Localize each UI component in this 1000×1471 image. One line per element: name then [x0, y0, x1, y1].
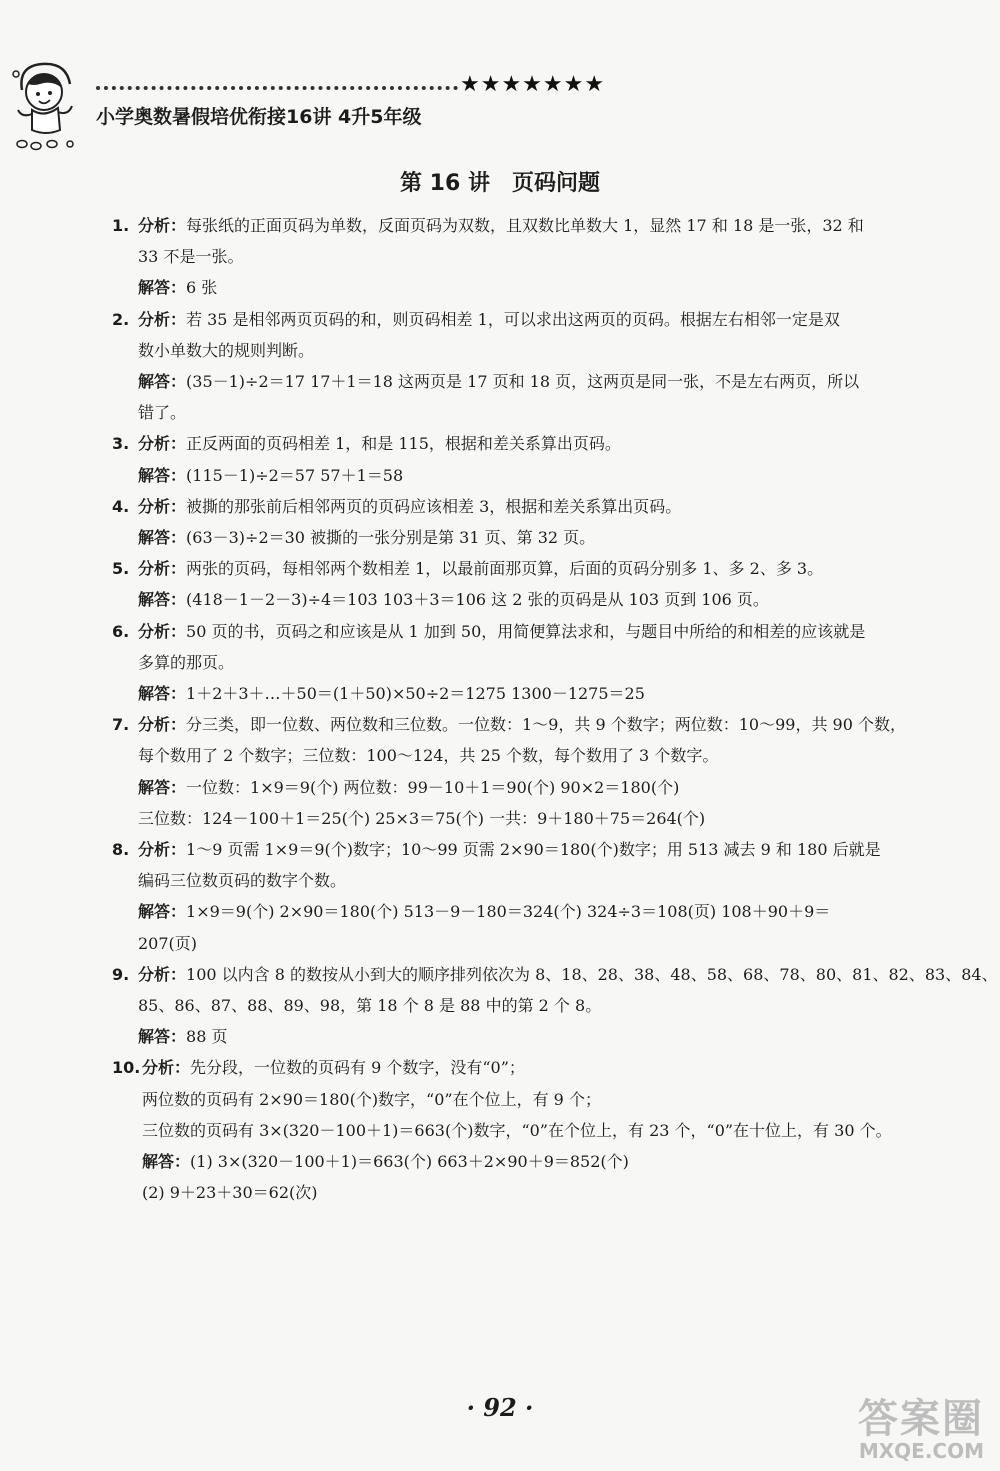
item-number: 9. [112, 964, 130, 984]
analysis-label: 分析： [138, 216, 187, 235]
answer-text: 1×9＝9(个) 2×90＝180(个) 513－9－180＝324(个) 324÷3＝108(页) 108＋90＋9＝ [186, 902, 831, 922]
item-number: 1. [112, 216, 130, 235]
analysis-line [138, 553, 902, 584]
answer-text: (1) 3×(320－100＋1)＝663(个) 663＋2×90＋9＝852(个) [190, 1152, 629, 1172]
answer-label: 解答： [138, 372, 187, 392]
answer-text: (63－3)÷2＝30 被撕的一张分别是第 31 页、第 32 页。 [186, 528, 596, 548]
answer-text: 一位数：1×9＝9(个) 两位数：99－10＋1＝90(个) 90×2＝180(个) [186, 777, 680, 797]
analysis-text: 多算的那页。 [138, 652, 235, 672]
analysis-label: 分析： [138, 840, 187, 860]
answer-label: 解答： [138, 590, 187, 610]
analysis-line [142, 1052, 902, 1083]
item-number: 2. [112, 309, 130, 329]
answer-label: 解答： [138, 777, 187, 797]
answer-label: 解答： [138, 1027, 187, 1047]
solution-item [112, 616, 902, 710]
page-number: · 92 · [466, 1393, 534, 1422]
watermark-text: 答案圈 [858, 1396, 984, 1442]
analysis-line [138, 210, 902, 241]
analysis-text: 先分段，一位数的页码有 9 个数字，没有“0”； [190, 1058, 525, 1078]
solution-item [112, 304, 902, 429]
analysis-label: 分析： [138, 715, 187, 735]
analysis-line [142, 1115, 902, 1146]
analysis-label: 分析： [138, 434, 187, 454]
answer-text: 6 张 [186, 278, 218, 298]
analysis-text: 两位数的页码有 2×90＝180(个)数字，“0”在个位上，有 9 个； [142, 1089, 601, 1109]
analysis-line [138, 241, 902, 272]
answer-label: 解答： [138, 278, 187, 298]
answer-line [138, 522, 902, 553]
answer-text: (2) 9＋23＋30＝62(次) [142, 1183, 318, 1203]
answer-text: 错了。 [138, 403, 187, 423]
analysis-text: 三位数的页码有 3×(320－100＋1)＝663(个)数字，“0”在个位上，有 23 个，“0”在十位上，有 30 个。 [142, 1120, 892, 1140]
answer-text: (418－1－2－3)÷4＝103 103＋3＝106 这 2 张的页码是从 103 页到 106 页。 [186, 590, 769, 610]
answer-line [138, 1021, 902, 1052]
page-header [8, 58, 608, 158]
solution-item [112, 1052, 902, 1208]
analysis-label: 分析： [138, 621, 187, 641]
lesson-number: 第 16 讲 [400, 171, 490, 196]
answer-label: 解答： [138, 902, 187, 922]
item-number: 4. [112, 496, 130, 516]
analysis-line [138, 959, 998, 990]
answer-label: 解答： [138, 465, 187, 485]
solution-item [112, 959, 998, 1053]
answer-text: 88 页 [186, 1027, 228, 1047]
answer-line [138, 772, 902, 803]
analysis-text: 85、86、87、88、89、98，第 18 个 8 是 88 中的第 2 个 8。 [138, 996, 602, 1016]
solutions-list [112, 210, 998, 1209]
star-rating-decoration: ★★★★★★★ [460, 72, 606, 97]
analysis-label: 分析： [138, 964, 187, 984]
analysis-text: 100 以内含 8 的数按从小到大的顺序排列依次为 8、18、28、38、48、58、68、78、80、81、82、83、84、 [186, 964, 998, 984]
answer-label: 解答： [142, 1152, 191, 1172]
analysis-text: 每个数用了 2 个数字；三位数：100～124，共 25 个数，每个数用了 3 个数字。 [138, 746, 719, 766]
analysis-line [138, 740, 902, 771]
lesson-title [0, 166, 1000, 197]
analysis-label: 分析： [138, 309, 187, 329]
lesson-topic: 页码问题 [511, 171, 600, 196]
analysis-line [142, 1084, 902, 1115]
answer-line [142, 1177, 902, 1208]
analysis-text: 33 不是一张。 [138, 247, 244, 267]
answer-label: 解答： [138, 528, 187, 548]
watermark-url: MXQE.COM [858, 1439, 984, 1463]
answer-text: 1＋2＋3＋…＋50＝(1＋50)×50÷2＝1275 1300－1275＝25 [186, 684, 645, 704]
series-title: 小学奥数暑假培优衔接16讲 4升5年级 [96, 106, 422, 128]
solution-item [112, 428, 902, 490]
answer-line [138, 397, 902, 428]
answer-line [138, 584, 902, 615]
analysis-text: 分三类，即一位数、两位数和三位数。一位数：1～9，共 9 个数字；两位数：10～99，共 90 个数， [186, 715, 906, 735]
answer-label: 解答： [138, 684, 187, 704]
answer-line [138, 803, 902, 834]
analysis-line [138, 304, 902, 335]
analysis-line [138, 709, 906, 740]
analysis-line [138, 647, 902, 678]
item-number: 6. [112, 621, 130, 641]
item-number: 10. [112, 1058, 141, 1078]
item-number: 8. [112, 840, 130, 860]
analysis-line [138, 865, 902, 896]
watermark-logo [848, 1385, 988, 1465]
solution-item [112, 210, 902, 304]
answer-text: (115－1)÷2＝57 57＋1＝58 [186, 465, 404, 485]
analysis-line [138, 428, 902, 459]
analysis-line [138, 834, 902, 865]
analysis-line [138, 616, 902, 647]
mascot-icon [8, 58, 88, 153]
solution-item [112, 709, 906, 834]
analysis-text: 若 35 是相邻两页页码的和，则页码相差 1，可以求出这两页的页码。根据左右相邻一定是双 [186, 309, 840, 329]
analysis-line [138, 990, 902, 1021]
answer-line [138, 928, 902, 959]
analysis-text: 编码三位数页码的数字个数。 [138, 871, 347, 891]
analysis-text: 1～9 页需 1×9＝9(个)数字；10～99 页需 2×90＝180(个)数字；用 513 减去 9 和 180 后就是 [186, 840, 881, 860]
dotted-rule [96, 86, 458, 90]
solution-item [112, 553, 902, 615]
solution-item [112, 834, 902, 959]
answer-line [138, 366, 902, 397]
item-number: 3. [112, 434, 130, 454]
analysis-line [138, 335, 902, 366]
answer-text: (35－1)÷2＝17 17＋1＝18 这两页是 17 页和 18 页，这两页是同一张，不是左右两页，所以 [186, 372, 860, 392]
analysis-text: 数小单数大的规则判断。 [138, 340, 315, 360]
answer-line [138, 272, 902, 303]
analysis-text: 50 页的书，页码之和应该是从 1 加到 50，用简便算法求和，与题目中所给的和相差的应该就是 [186, 621, 866, 641]
answer-line [138, 896, 902, 927]
analysis-text: 两张的页码，每相邻两个数相差 1，以最前面那页算，后面的页码分别多 1、多 2、多 3。 [186, 559, 824, 579]
analysis-text: 被撕的那张前后相邻两页的页码应该相差 3，根据和差关系算出页码。 [186, 496, 682, 516]
analysis-label: 分析： [138, 559, 187, 579]
answer-line [138, 460, 902, 491]
analysis-text: 每张纸的正面页码为单数，反面页码为双数，且双数比单数大 1，显然 17 和 18 是一张，32 和 [186, 216, 864, 235]
analysis-text: 正反两面的页码相差 1，和是 115，根据和差关系算出页码。 [186, 434, 621, 454]
item-number: 7. [112, 715, 130, 735]
answer-line [142, 1146, 902, 1177]
analysis-line [138, 491, 902, 522]
analysis-label: 分析： [138, 496, 187, 516]
answer-line [138, 678, 902, 709]
answer-text: 三位数：124－100＋1＝25(个) 25×3＝75(个) 一共：9＋180＋75＝264(个) [138, 808, 706, 828]
solution-item [112, 491, 902, 553]
answer-text: 207(页) [138, 933, 198, 953]
item-number: 5. [112, 559, 130, 579]
analysis-label: 分析： [142, 1058, 191, 1078]
